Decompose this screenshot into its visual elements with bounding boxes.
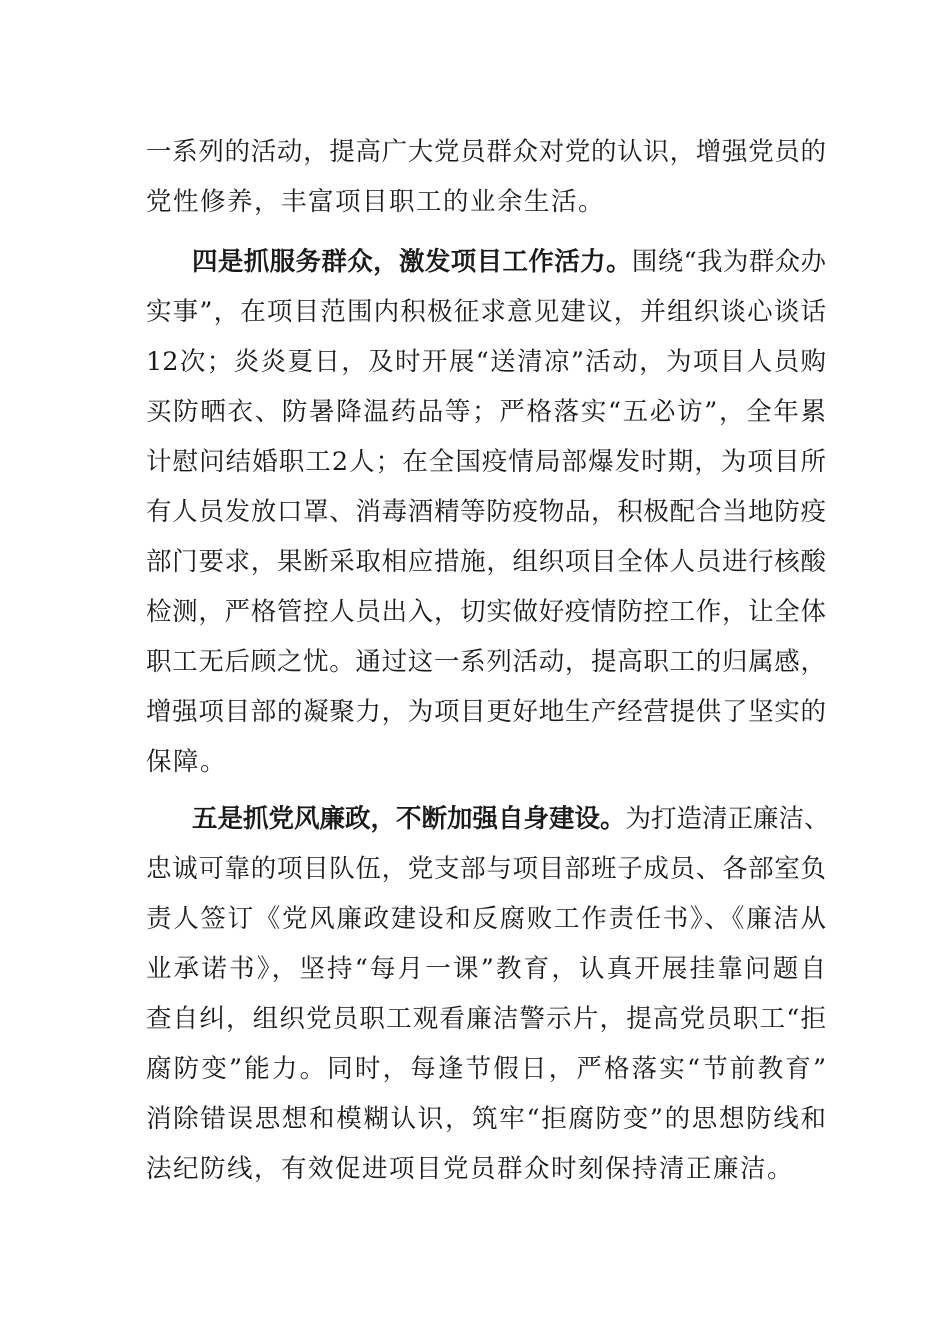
paragraph-line: 消除错误思想和模糊认识，筑牢“拒腐防变”的思想防线和 [146, 1104, 826, 1134]
paragraph-first-line [146, 794, 830, 844]
paragraph-line: 法纪防线，有效促进项目党员群众时刻保持清正廉洁。 [146, 1154, 795, 1184]
paragraph-line: 业承诺书》，坚持“每月一课”教育，认真开展挂靠问题自 [146, 954, 826, 984]
paragraph-lead-heading: 五是抓党风廉政，不断加强自身建设。 [192, 804, 626, 834]
paragraph-continuation [146, 127, 826, 227]
paragraph-line: 查自纠，组织党员职工观看廉洁警示片，提高党员职工“拒 [146, 1004, 826, 1034]
paragraph-line: 职工无后顾之忧。通过这一系列活动，提高职工的归属感， [146, 647, 826, 677]
paragraph-first-line [146, 237, 826, 287]
paragraph-first-line-rest: 为打造清正廉洁、 [625, 804, 830, 834]
paragraph-line: 部门要求，果断采取相应措施，组织项目全体人员进行核酸 [146, 547, 826, 577]
paragraph-line: 责人签订《党风廉政建设和反腐败工作责任书》、《廉洁从 [146, 904, 826, 934]
paragraph-first-line-rest: 围绕“我为群众办 [631, 247, 826, 277]
paragraph-line: 实事”，在项目范围内积极征求意见建议，并组织谈心谈话 [146, 297, 826, 327]
paragraph-line: 买防晒衣、防暑降温药品等；严格落实“五必访”，全年累 [146, 397, 826, 427]
paragraph-line: 忠诚可靠的项目队伍，党支部与项目部班子成员、各部室负 [146, 854, 826, 884]
paragraph-line: 有人员发放口罩、消毒酒精等防疫物品，积极配合当地防疫 [146, 497, 826, 527]
paragraph-line: 计慰问结婚职工2人；在全国疫情局部爆发时期，为项目所 [146, 447, 826, 477]
paragraph-line: 党性修养，丰富项目职工的业余生活。 [146, 187, 606, 217]
paragraph-line: 增强项目部的凝聚力，为项目更好地生产经营提供了坚实的 [146, 697, 826, 727]
paragraph-line: 保障。 [146, 747, 228, 777]
paragraph-five [146, 794, 830, 1194]
paragraph-line: 12次；炎炎夏日，及时开展“送清凉”活动，为项目人员购 [146, 347, 826, 377]
paragraph-four [146, 237, 826, 787]
paragraph-line: 腐防变”能力。同时，每逢节假日，严格落实“节前教育” [146, 1054, 826, 1084]
paragraph-lead-heading: 四是抓服务群众，激发项目工作活力。 [192, 247, 632, 277]
paragraph-line: 检测，严格管控人员出入，切实做好疫情防控工作，让全体 [146, 597, 826, 627]
paragraph-line: 一系列的活动，提高广大党员群众对党的认识，增强党员的 [146, 137, 826, 167]
